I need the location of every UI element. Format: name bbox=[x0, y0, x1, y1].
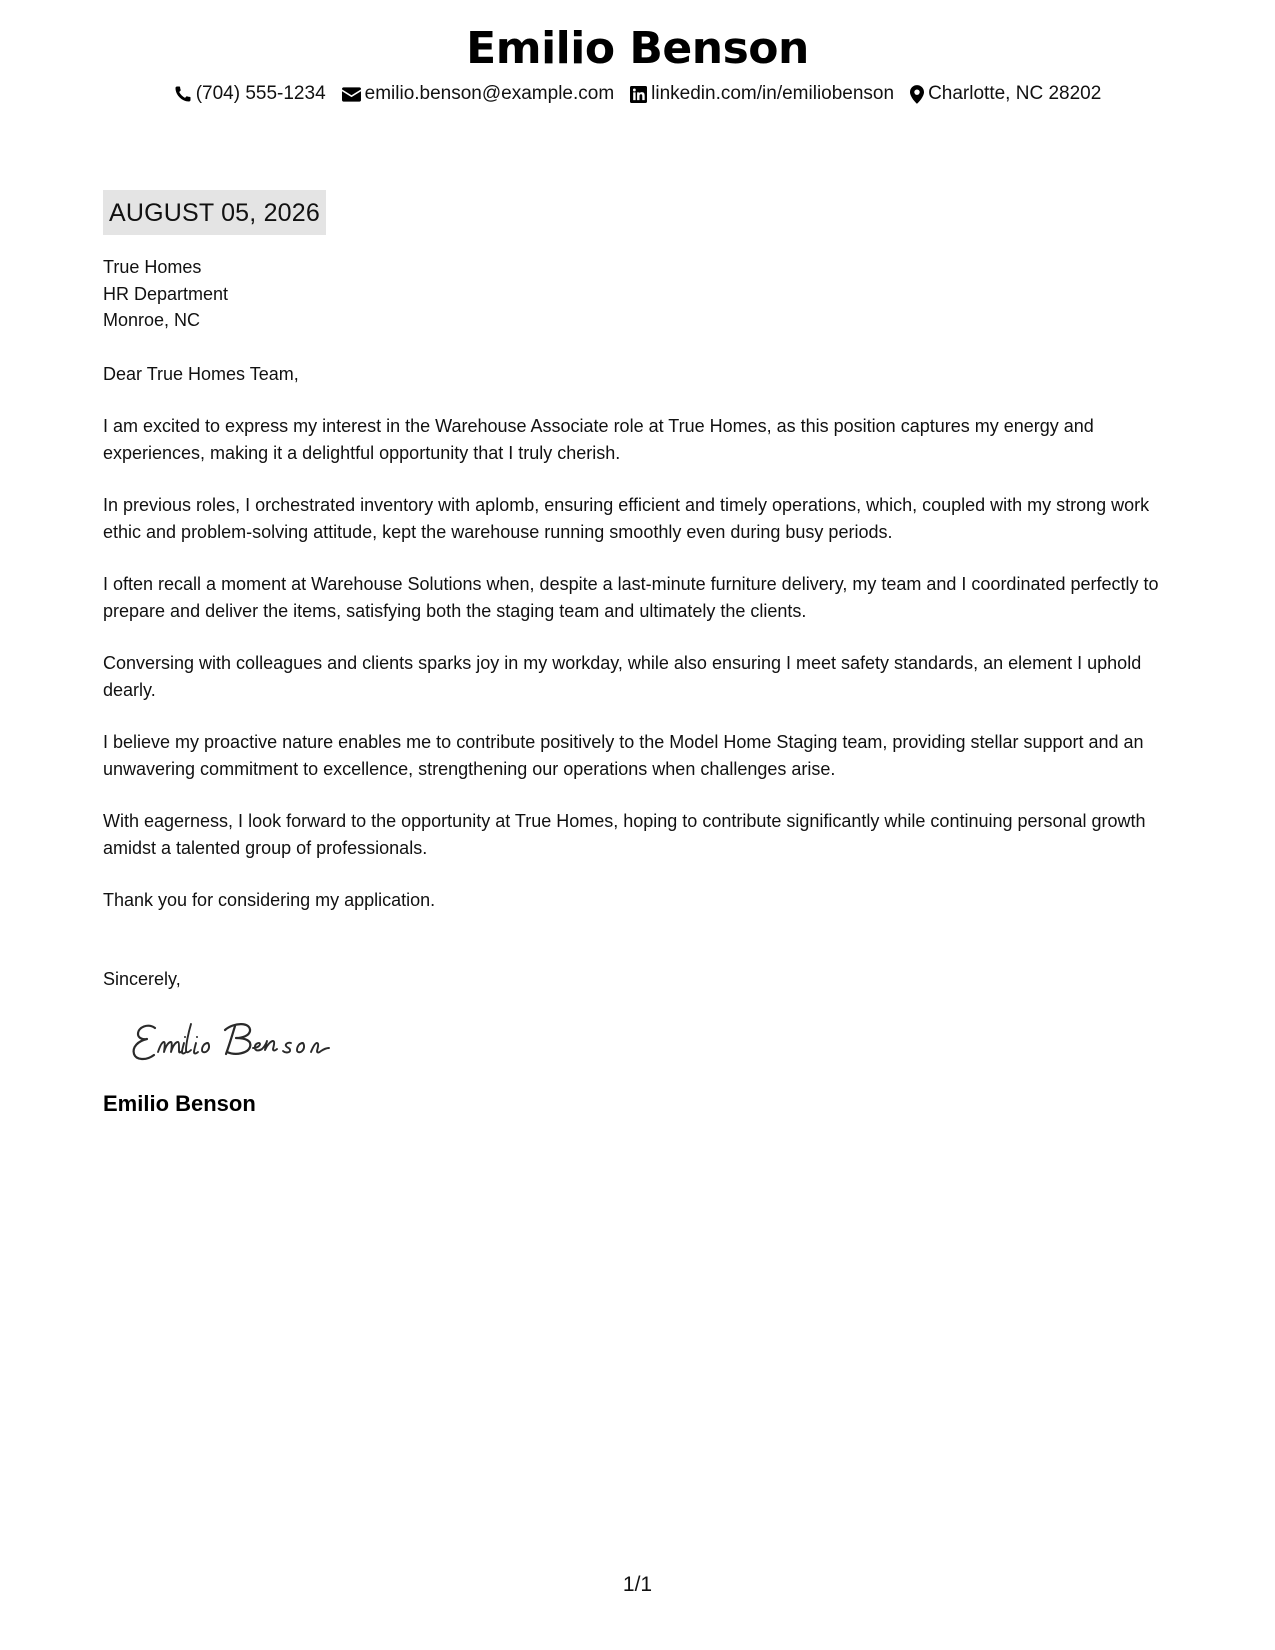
map-pin-icon bbox=[910, 85, 924, 104]
letter-date: AUGUST 05, 2026 bbox=[103, 190, 326, 235]
page-indicator: 1/1 bbox=[622, 1573, 653, 1596]
salutation: Dear True Homes Team, bbox=[103, 363, 299, 384]
phone-text: (704) 555-1234 bbox=[195, 83, 326, 104]
contact-phone bbox=[174, 82, 326, 106]
phone-icon bbox=[174, 85, 192, 103]
body-paragraph: Thank you for considering my application. bbox=[103, 890, 436, 910]
envelope-icon bbox=[342, 87, 361, 102]
body-paragraph: With eagerness, I look forward to the opportunity at True Homes, hoping to contribute significantly while continuing personal growth amidst a talented group of professionals. bbox=[103, 811, 1146, 858]
applicant-name-heading: Emilio Benson bbox=[466, 23, 809, 74]
handwritten-signature bbox=[125, 1010, 1183, 1072]
contact-location bbox=[910, 82, 1101, 106]
linkedin-icon bbox=[630, 86, 647, 103]
body-paragraph: I often recall a moment at Warehouse Solutions when, despite a last-minute furniture delivery, my team and I coordinated perfectly to prepare and deliver the items, satisfying both the staging team and ultimately the clients. bbox=[103, 574, 1159, 621]
email-text: emilio.benson@example.com bbox=[364, 83, 615, 104]
body-paragraph: In previous roles, I orchestrated inventory with aplomb, ensuring efficient and timely operations, which, coupled with my strong work ethic and problem-solving attitude, kept the warehouse running smoothly even during busy periods. bbox=[103, 495, 1150, 542]
closing: Sincerely, bbox=[103, 968, 181, 989]
recipient-department: HR Department bbox=[103, 283, 229, 304]
recipient-block bbox=[103, 254, 1183, 334]
body-paragraph: I believe my proactive nature enables me to contribute positively to the Model Home Staging team, providing stellar support and an unwavering commitment to excellence, strengthening our operations when challenges arise. bbox=[103, 732, 1144, 779]
contact-linkedin bbox=[630, 82, 894, 106]
signatory-name: Emilio Benson bbox=[103, 1091, 256, 1116]
linkedin-text: linkedin.com/in/emiliobenson bbox=[651, 83, 895, 104]
letter-header bbox=[0, 22, 1275, 106]
recipient-city: Monroe, NC bbox=[103, 310, 201, 330]
recipient-company: True Homes bbox=[103, 257, 202, 277]
contact-email bbox=[342, 82, 615, 106]
contact-bar bbox=[0, 82, 1275, 106]
body-paragraph: I am excited to express my interest in the Warehouse Associate role at True Homes, as this position captures my energy and experiences, making it a delightful opportunity that I truly cherish. bbox=[103, 416, 1094, 463]
letter-body bbox=[103, 254, 1183, 1118]
body-paragraph: Conversing with colleagues and clients sparks joy in my workday, while also ensuring I meet safety standards, an element I uphold dearly. bbox=[103, 653, 1142, 700]
location-text: Charlotte, NC 28202 bbox=[928, 83, 1102, 104]
